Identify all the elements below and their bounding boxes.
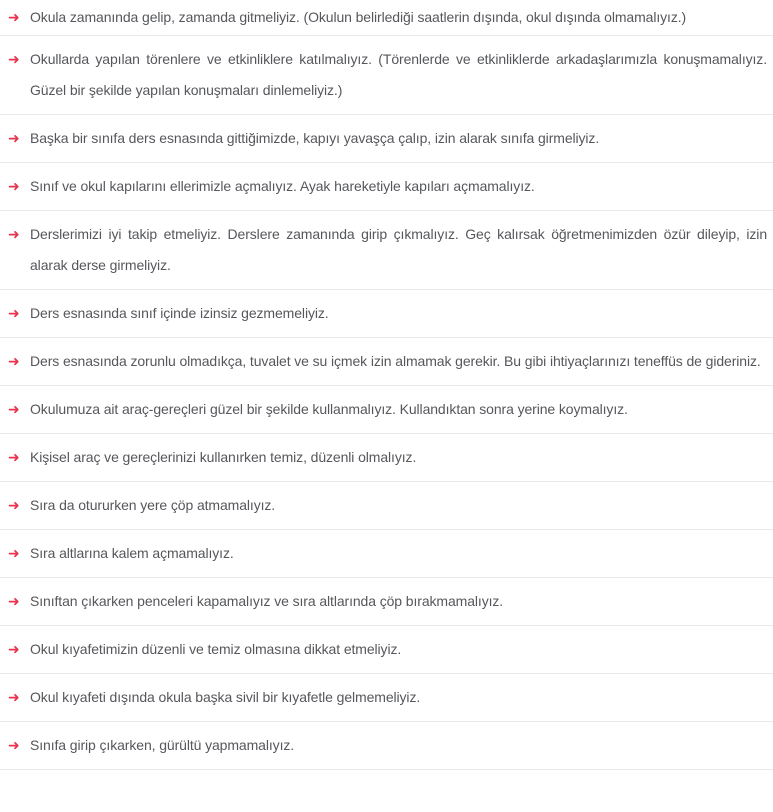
arrow-bullet-icon: ➜ — [8, 641, 20, 657]
rule-text: Okulumuza ait araç-gereçleri güzel bir şekilde kullanmalıyız. Kullandıktan sonra yerine koymalıyız. — [30, 401, 628, 417]
list-item — [0, 578, 773, 626]
list-item — [0, 722, 773, 770]
rule-text: Ders esnasında sınıf içinde izinsiz gezmemeliyiz. — [30, 305, 329, 321]
rule-text: Derslerimizi iyi takip etmeliyiz. Derslere zamanında girip çıkmalıyız. Geç kalırsak öğretmenimizden özür dileyip, izin alarak derse girmeliyiz. — [30, 226, 767, 273]
rule-text: Sınıfa girip çıkarken, gürültü yapmamalıyız. — [30, 737, 295, 753]
list-item — [0, 338, 773, 386]
list-item — [0, 434, 773, 482]
rule-text: Okul kıyafetimizin düzenli ve temiz olmasına dikkat etmeliyiz. — [30, 641, 402, 657]
list-item — [0, 626, 773, 674]
arrow-bullet-icon: ➜ — [8, 130, 20, 146]
arrow-bullet-icon: ➜ — [8, 737, 20, 753]
arrow-bullet-icon: ➜ — [8, 353, 20, 369]
arrow-bullet-icon: ➜ — [8, 689, 20, 705]
list-item — [0, 36, 773, 115]
rule-text: Ders esnasında zorunlu olmadıkça, tuvalet ve su içmek izin almamak gerekir. Bu gibi ihtiyaçlarınızı teneffüs de gideriniz. — [30, 353, 761, 369]
list-item — [0, 0, 773, 36]
list-item — [0, 530, 773, 578]
arrow-bullet-icon: ➜ — [8, 545, 20, 561]
arrow-bullet-icon: ➜ — [8, 593, 20, 609]
rule-text: Sınıftan çıkarken penceleri kapamalıyız ve sıra altlarında çöp bırakmamalıyız. — [30, 593, 504, 609]
rule-text: Sıra da otururken yere çöp atmamalıyız. — [30, 497, 276, 513]
arrow-bullet-icon: ➜ — [8, 226, 20, 242]
arrow-bullet-icon: ➜ — [8, 449, 20, 465]
rule-text: Sıra altlarına kalem açmamalıyız. — [30, 545, 234, 561]
rule-text: Başka bir sınıfa ders esnasında gittiğimizde, kapıyı yavaşça çalıp, izin alarak sınıfa girmeliyiz. — [30, 130, 600, 146]
arrow-bullet-icon: ➜ — [8, 497, 20, 513]
rule-text: Kişisel araç ve gereçlerinizi kullanırken temiz, düzenli olmalıyız. — [30, 449, 417, 465]
list-item — [0, 386, 773, 434]
rule-text: Sınıf ve okul kapılarını ellerimizle açmalıyız. Ayak hareketiyle kapıları açmamalıyız. — [30, 178, 535, 194]
list-item — [0, 115, 773, 163]
arrow-bullet-icon: ➜ — [8, 178, 20, 194]
list-item — [0, 290, 773, 338]
rule-text: Okul kıyafeti dışında okula başka sivil bir kıyafetle gelmemeliyiz. — [30, 689, 421, 705]
list-item — [0, 674, 773, 722]
arrow-bullet-icon: ➜ — [8, 9, 20, 25]
rule-text: Okula zamanında gelip, zamanda gitmeliyiz. (Okulun belirlediği saatlerin dışında, okul dışında olmamalıyız.) — [30, 9, 687, 25]
list-item — [0, 482, 773, 530]
arrow-bullet-icon: ➜ — [8, 401, 20, 417]
arrow-bullet-icon: ➜ — [8, 51, 20, 67]
arrow-bullet-icon: ➜ — [8, 305, 20, 321]
list-item — [0, 211, 773, 290]
list-item — [0, 163, 773, 211]
rule-text: Okullarda yapılan törenlere ve etkinliklere katılmalıyız. (Törenlerde ve etkinliklerde arkadaşlarımızla konuşmamalıyız. Güzel bir şekilde yapılan konuşmaları dinlemeliyiz.) — [30, 51, 767, 98]
